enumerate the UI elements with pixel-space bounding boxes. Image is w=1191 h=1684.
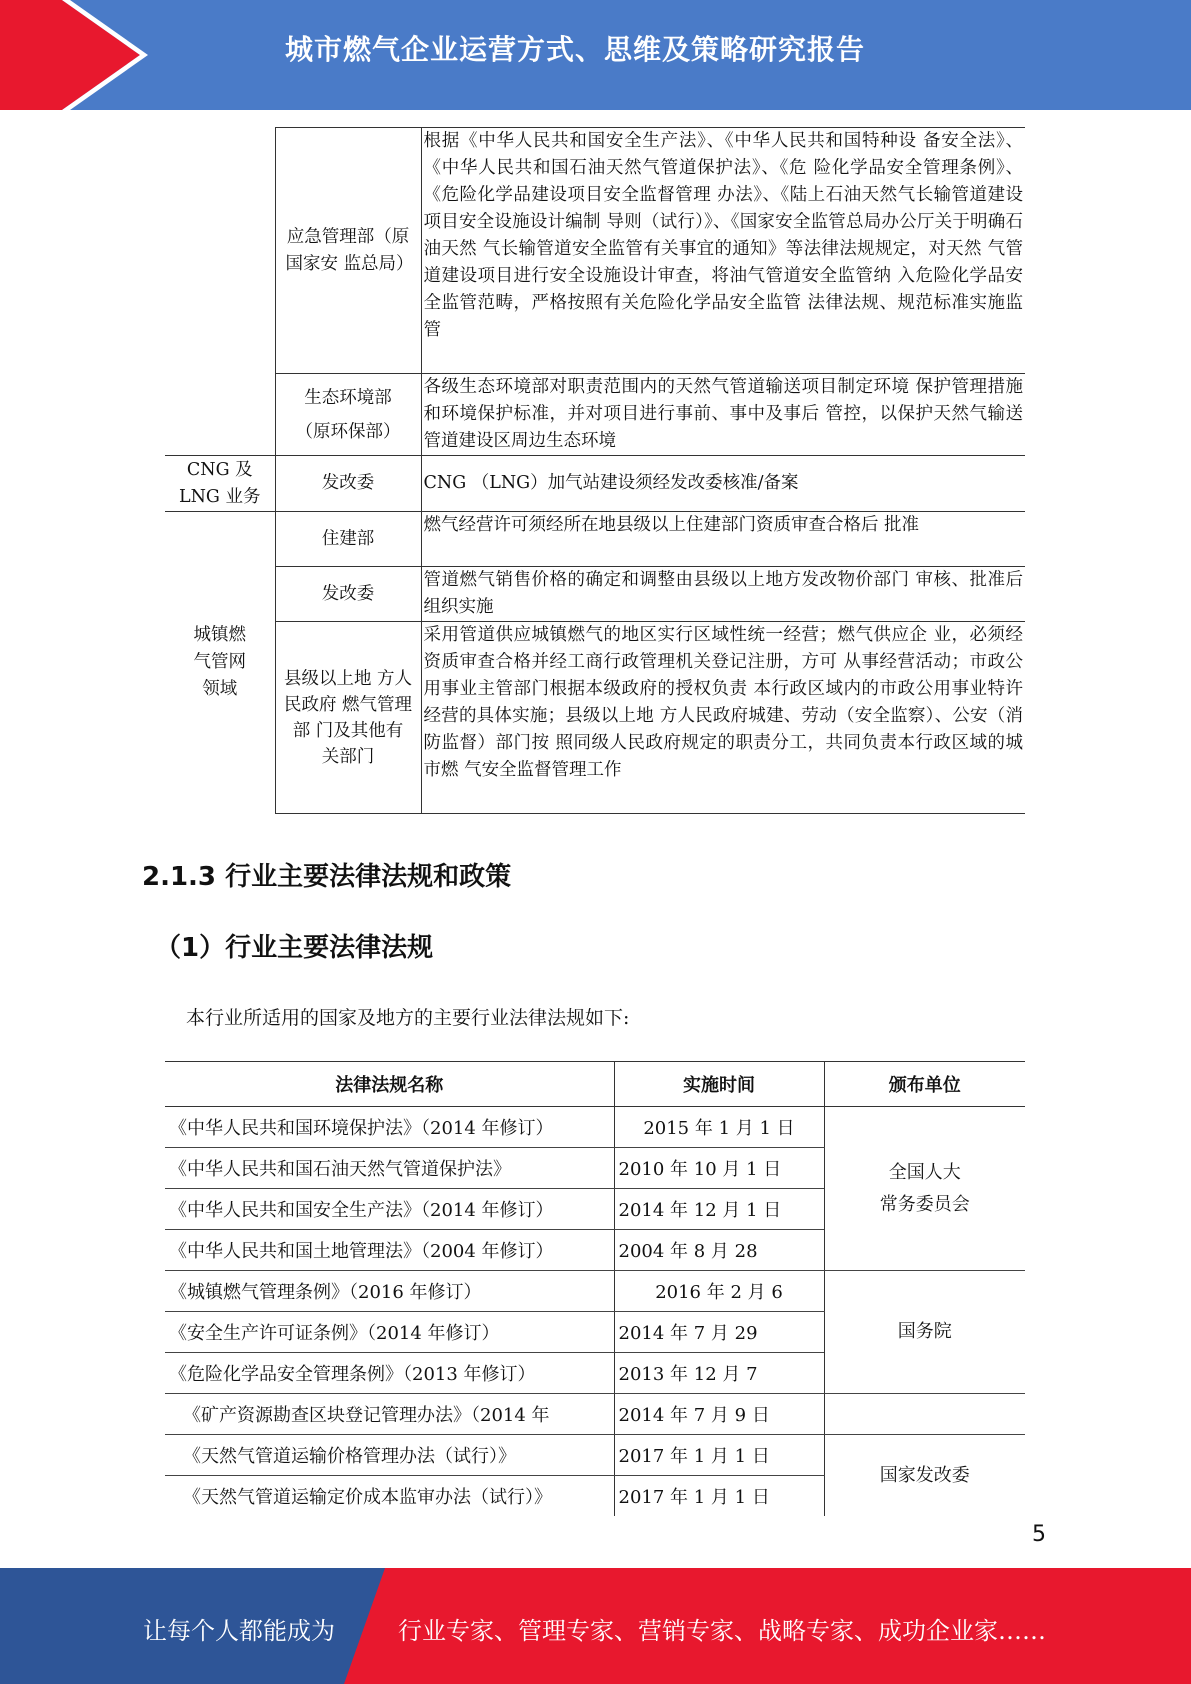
- law-name: 《危险化学品安全管理条例》（2013 年修订）: [165, 1353, 614, 1394]
- law-name: 《天然气管道运输定价成本监审办法（试行）》: [183, 1487, 552, 1508]
- law-name: 《城镇燃气管理条例》（2016 年修订）: [165, 1271, 614, 1312]
- org-line: 全国人大: [888, 1161, 961, 1183]
- issuing-org-state-council: 国务院: [824, 1271, 1025, 1394]
- field-cell: CNG 及 LNG 业务: [165, 456, 275, 512]
- issuing-org-empty: [824, 1394, 1025, 1435]
- authority-cell: 住建部: [275, 512, 421, 567]
- report-title: 城市燃气企业运营方式、思维及策略研究报告: [285, 33, 866, 66]
- authority-cell: 应急管理部（原国家安 监总局）: [275, 128, 421, 374]
- law-name: 《中华人民共和国石油天然气管道保护法》: [165, 1148, 614, 1189]
- duty-cell: 燃气经营许可须经所在地县级以上住建部门资质审查合格后 批准: [421, 512, 1025, 567]
- law-name: 《中华人民共和国安全生产法》（2014 年修订）: [165, 1189, 614, 1230]
- column-header-date: 实施时间: [614, 1062, 824, 1107]
- table-header-row: [165, 1062, 1025, 1107]
- table-row: [165, 1394, 1025, 1435]
- laws-table: [165, 1061, 1025, 1516]
- footer-slogan-right: 行业专家、管理专家、营销专家、战略专家、成功企业家……: [398, 1617, 1046, 1645]
- duty-cell: 管道燃气销售价格的确定和调整由县级以上地方发改物价部门 审核、批准后组织实施: [421, 567, 1025, 622]
- law-date: 2014 年 7 月 9 日: [614, 1394, 824, 1435]
- table-row: [165, 128, 1025, 374]
- law-date: 2004 年 8 月 28: [614, 1230, 824, 1271]
- law-date: 2014 年 12 月 1 日: [614, 1189, 824, 1230]
- header-red-chevron: [0, 0, 160, 110]
- duty-cell: 各级生态环境部对职责范围内的天然气管道输送项目制定环境 保护管理措施和环境保护标准，并对项目进行事前、事中及事后 管控，以保护天然气输送管道建设区周边生态环境: [421, 374, 1025, 456]
- table-row: [165, 567, 1025, 622]
- law-date: 2017 年 1 月 1 日: [614, 1435, 824, 1476]
- law-date: 2010 年 10 月 1 日: [614, 1148, 824, 1189]
- law-name: 《安全生产许可证条例》（2014 年修订）: [165, 1312, 614, 1353]
- law-name: 《天然气管道运输价格管理办法（试行）》: [165, 1435, 614, 1476]
- column-header-name: 法律法规名称: [165, 1062, 614, 1107]
- duty-cell: 采用管道供应城镇燃气的地区实行区域性统一经营；燃气供应企 业，必须经资质审查合格并经工商行政管理机关登记注册，方可 从事经营活动；市政公用事业主管部门根据本级政府的授权负责 本行政区域内的市政公用事业特许经营的具体实施；县级以上地 方人民政府城建、劳动（安全监察）、公安（消防监督）部门按 照同级人民政府规定的职责分工，共同负责本行政区域的城市燃 气安全监督管理工作: [421, 622, 1025, 814]
- law-date: 2015 年 1 月 1 日: [614, 1107, 824, 1148]
- field-cell: [165, 128, 275, 374]
- footer-slogan-left: 让每个人都能成为: [143, 1617, 335, 1645]
- field-cell: 城镇燃气管网领域: [165, 512, 275, 814]
- law-date: 2016 年 2 月 6: [614, 1271, 824, 1312]
- table-row: [165, 1107, 1025, 1148]
- table-row: [165, 456, 1025, 512]
- law-date: 2013 年 12 月 7: [614, 1353, 824, 1394]
- law-date: 2014 年 7 月 29: [614, 1312, 824, 1353]
- intro-paragraph: 本行业所适用的国家及地方的主要行业法律法规如下:: [186, 1007, 630, 1029]
- law-name: 《中华人民共和国土地管理法》（2004 年修订）: [165, 1230, 614, 1271]
- table-row: [165, 374, 1025, 456]
- authority-cell: 县级以上地 方人民政府 燃气管理部 门及其他有 关部门: [275, 622, 421, 814]
- page-header: [0, 0, 1191, 110]
- page-footer: [0, 1568, 1191, 1684]
- column-header-org: 颁布单位: [824, 1062, 1025, 1107]
- law-name: 《矿产资源勘查区块登记管理办法》（2014 年: [165, 1394, 614, 1435]
- section-heading: 2.1.3 行业主要法律法规和政策: [142, 862, 512, 892]
- issuing-org-ndrc: 国家发改委: [824, 1435, 1025, 1517]
- regulatory-authority-table: [165, 127, 1025, 814]
- table-row: [165, 622, 1025, 814]
- table-row: [165, 1271, 1025, 1312]
- table-row: [165, 1435, 1025, 1476]
- duty-cell: CNG （LNG）加气站建设须经发改委核准/备案: [421, 456, 1025, 512]
- duty-cell: 根据《中华人民共和国安全生产法》、《中华人民共和国特种设 备安全法》、《中华人民共和国石油天然气管道保护法》、《危 险化学品安全管理条例》、《危险化学品建设项目安全监督管理 办法》、《陆上石油天然气长输管道建设项目安全设施设计编制 导则（试行）》、《国家安全监管总局办公厅关于明确石油天然 气长输管道安全监管有关事宜的通知》等法律法规规定，对天然 气管道建设项目进行安全设施设计审查，将油气管道安全监管纳 入危险化学品安全监管范畴，严格按照有关危险化学品安全监管 法律法规、规范标准实施监管: [421, 128, 1025, 374]
- org-line: 常务委员会: [879, 1193, 970, 1215]
- subsection-heading: （1）行业主要法律法规: [155, 933, 434, 963]
- authority-cell: 生态环境部（原环保部）: [275, 374, 421, 456]
- authority-cell: 发改委: [275, 567, 421, 622]
- law-name: 《中华人民共和国环境保护法》（2014 年修订）: [165, 1107, 614, 1148]
- law-date: 2017 年 1 月 1 日: [614, 1476, 824, 1517]
- authority-cell: 发改委: [275, 456, 421, 512]
- field-cell: [165, 374, 275, 456]
- table-row: [165, 512, 1025, 567]
- page-number: 5: [1032, 1522, 1046, 1547]
- issuing-org-npc: [824, 1107, 1025, 1271]
